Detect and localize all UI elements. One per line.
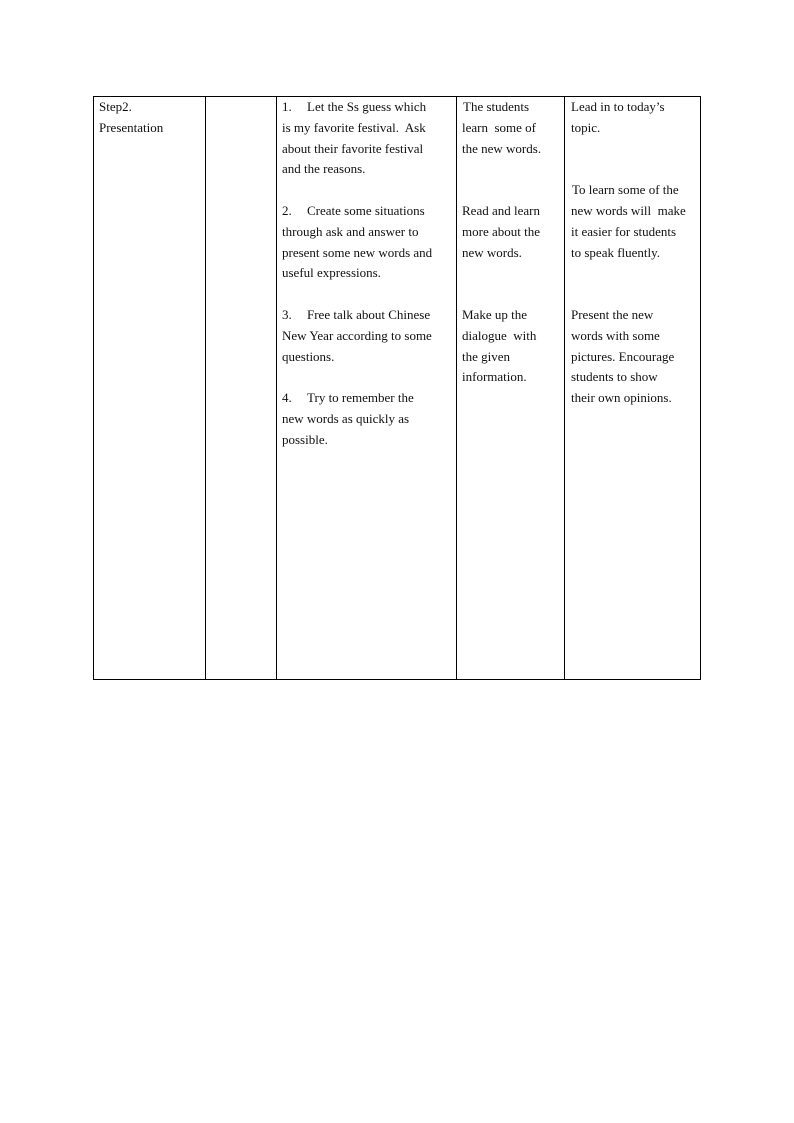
activity-2-line-2: through ask and answer to bbox=[282, 224, 419, 239]
student-activity-2-line-3: new words. bbox=[462, 245, 522, 260]
purpose-2-line-4: to speak fluently. bbox=[571, 245, 661, 260]
activity-2-line-3: present some new words and bbox=[282, 245, 433, 260]
purpose-2-line-1: To learn some of the bbox=[572, 182, 679, 197]
activity-4-line-1: 4. Try to remember the bbox=[282, 390, 414, 405]
student-activity-column bbox=[457, 97, 565, 679]
activity-1-line-2: is my favorite festival. Ask bbox=[282, 120, 426, 135]
step-label: Step2. bbox=[99, 99, 132, 114]
activity-4-line-3: possible. bbox=[282, 432, 328, 447]
activity-3-line-3: questions. bbox=[282, 349, 335, 364]
student-activity-2-line-1: Read and learn bbox=[462, 203, 540, 218]
student-activity-3-line-3: the given bbox=[462, 349, 511, 364]
activity-2-line-4: useful expressions. bbox=[282, 265, 381, 280]
step-title: Presentation bbox=[99, 120, 164, 135]
activity-4-line-2: new words as quickly as bbox=[282, 411, 410, 426]
activity-2-line-1: 2. Create some situations bbox=[282, 203, 425, 218]
student-activity-2-line-2: more about the bbox=[462, 224, 540, 239]
step-column bbox=[94, 97, 206, 679]
activity-1-line-4: and the reasons. bbox=[282, 161, 366, 176]
purpose-1-line-2: topic. bbox=[571, 120, 601, 135]
student-activity-1-line-3: the new words. bbox=[462, 141, 542, 156]
purpose-3-line-4: students to show bbox=[571, 369, 658, 384]
purpose-2-line-3: it easier for students bbox=[571, 224, 677, 239]
student-activity-3-line-4: information. bbox=[462, 369, 527, 384]
student-activity-1-line-1: The students bbox=[463, 99, 530, 114]
purpose-3-line-3: pictures. Encourage bbox=[571, 349, 675, 364]
purpose-3-line-5: their own opinions. bbox=[571, 390, 672, 405]
activity-3-line-1: 3. Free talk about Chinese bbox=[282, 307, 431, 322]
student-activity-3-line-1: Make up the bbox=[462, 307, 527, 322]
purpose-2-line-2: new words will make bbox=[571, 203, 686, 218]
activity-1-line-1: 1. Let the Ss guess which bbox=[282, 99, 427, 114]
student-activity-3-line-2: dialogue with bbox=[462, 328, 537, 343]
purpose-3-line-2: words with some bbox=[571, 328, 660, 343]
time-column bbox=[206, 97, 277, 679]
activity-3-line-2: New Year according to some bbox=[282, 328, 432, 343]
student-activity-1-line-2: learn some of bbox=[462, 120, 537, 135]
purpose-1-line-1: Lead in to today’s bbox=[571, 99, 665, 114]
purpose-3-line-1: Present the new bbox=[571, 307, 654, 322]
activity-1-line-3: about their favorite festival bbox=[282, 141, 424, 156]
